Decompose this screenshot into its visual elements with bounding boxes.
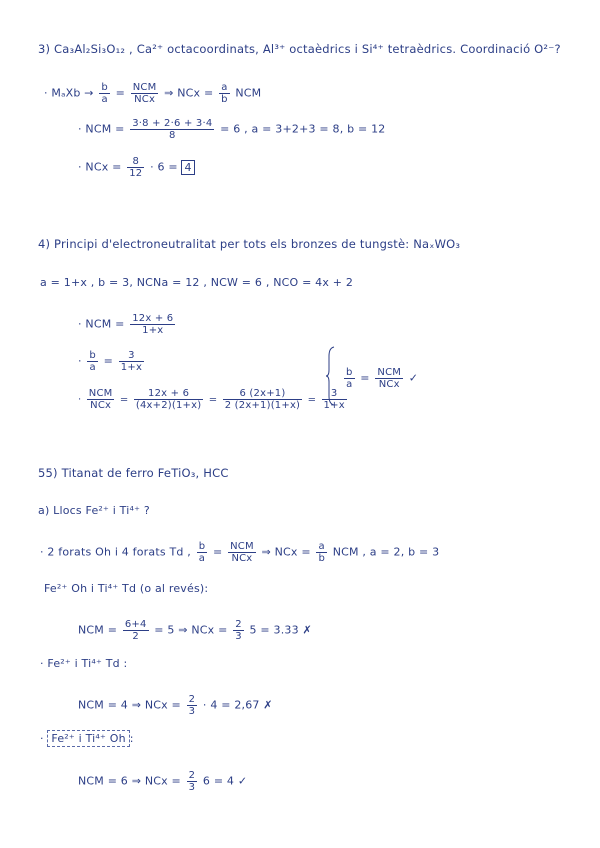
p3-l2-end: = 6 , a = 3+2+3 = 8, b = 12 xyxy=(220,122,386,136)
p4-l3-left: · xyxy=(78,354,82,368)
p55-l1-mid: ⇒ NCx = xyxy=(261,545,311,559)
equals-sign: = xyxy=(307,394,317,406)
fraction-ncm-over-ncx: $\frac{\text{NCM}}{\text{NCx}}$ xyxy=(132,82,157,105)
p3-l1-mid: ⇒ NCx = xyxy=(164,86,214,100)
p55-l1-left: · 2 forats Oh i 4 forats Td , xyxy=(40,545,191,559)
p55-case3-box: Fe²⁺ i Ti⁴⁺ Oh xyxy=(47,730,129,747)
fraction-ncm-over-ncx-side: $\frac{\text{NCM}}{\text{NCx}}$ xyxy=(377,367,402,390)
equals-sign: = xyxy=(360,371,370,385)
p4-values-line: a = 1+x , b = 3, NCNa = 12 , NCW = 6 , NCO = 4x + 2 xyxy=(40,276,354,289)
p4-ratio-line xyxy=(78,388,349,411)
curly-brace-icon xyxy=(326,346,336,406)
p3-l2-left: · NCM = xyxy=(78,122,125,136)
p55-case1-mid: = 5 ⇒ NCx = xyxy=(154,623,228,637)
fraction-2-over-3-case2: $\frac{2}{3}$ xyxy=(188,694,196,717)
p55-case3-eq xyxy=(78,770,247,793)
p55-case1-left: NCM = xyxy=(78,623,118,637)
fraction-simplified: $\frac{3}{1+x}$ xyxy=(323,388,345,411)
fraction-a-over-b: $\frac{a}{b}$ xyxy=(221,82,228,105)
fraction-b-over-a-side: $\frac{b}{a}$ xyxy=(346,367,353,390)
fraction-2-over-3: $\frac{2}{3}$ xyxy=(235,619,242,642)
p3-ncx-line xyxy=(78,156,195,179)
p55-holes-line xyxy=(40,541,439,564)
fraction-ncm-p4: $\frac{12x + 6}{1+x}$ xyxy=(132,313,174,336)
p4-ncm-line xyxy=(78,313,177,336)
p3-l3-mid: · 6 = xyxy=(150,160,178,174)
colon: : xyxy=(129,732,134,745)
equals-sign: = xyxy=(103,354,114,368)
p55-case2-left: NCM = 4 ⇒ NCx = xyxy=(78,698,181,712)
p55-case3-end: 6 = 4 ✓ xyxy=(202,774,248,788)
fraction-ncm-over-ncx-p4: $\frac{\text{NCM}}{\text{NCx}}$ xyxy=(88,388,113,411)
equals-sign: = xyxy=(115,86,126,100)
fraction-b-over-a-p4: $\frac{b}{a}$ xyxy=(89,350,96,373)
fraction-8-over-12: $\frac{8}{12}$ xyxy=(129,156,143,179)
fraction-ncm-calc: $\frac{3\cdot 8 + 2\cdot 6 + 3\cdot 4}{8}$ xyxy=(132,118,213,141)
equals-sign: = xyxy=(119,394,129,406)
fraction-2-over-3-case3: $\frac{2}{3}$ xyxy=(188,770,196,793)
fraction-b-over-a: $\frac{b}{a}$ xyxy=(101,82,108,105)
fraction-a-over-b-p55: $\frac{a}{b}$ xyxy=(318,541,325,564)
check-mark-icon: ✓ xyxy=(408,371,419,385)
p55-case1-label: Fe²⁺ Oh i Ti⁴⁺ Td (o al revés): xyxy=(44,582,209,595)
p55-case2-end: · 4 = 2,67 ✗ xyxy=(202,698,273,712)
p55-case3-left: NCM = 6 ⇒ NCx = xyxy=(78,774,181,788)
p55-case2-label: · Fe²⁺ i Ti⁴⁺ Td : xyxy=(40,657,128,670)
fraction-6plus4-over-2: $\frac{6+4}{2}$ xyxy=(124,619,147,642)
problem-4-title: 4) Principi d'electroneutralitat per tots els bronzes de tungstè: NaₓWO₃ xyxy=(38,237,461,251)
p3-l1-left: · MₐXb → xyxy=(44,86,94,100)
p55-case1-eq xyxy=(78,619,312,642)
fraction-3-over-1plusx: $\frac{3}{1+x}$ xyxy=(120,350,143,373)
problem-55-title: 55) Titanat de ferro FeTiO₃, HCC xyxy=(38,466,229,480)
p4-l2-left: · NCM = xyxy=(78,317,125,331)
p3-answer-box: 4 xyxy=(181,160,194,175)
p55-l1-end: NCM , a = 2, b = 3 xyxy=(332,545,440,559)
p3-ncm-line xyxy=(78,118,385,141)
fraction-factored: $\frac{6 (2x+1)}{2 (2x+1)(1+x)}$ xyxy=(224,388,301,411)
equals-sign: = xyxy=(212,545,223,559)
fraction-ncm-over-ncx-p55: $\frac{\text{NCM}}{\text{NCx}}$ xyxy=(230,541,254,564)
problem-3-title: 3) Ca₃Al₂Si₃O₁₂ , Ca²⁺ octacoordinats, Al³⁺ octaèdrics i Si⁴⁺ tetraèdrics. Coordinació O²⁻? xyxy=(38,42,561,56)
p55-subquestion-a: a) Llocs Fe²⁺ i Ti⁴⁺ ? xyxy=(38,504,150,517)
p3-l3-left: · NCx = xyxy=(78,160,122,174)
p3-relation-line xyxy=(44,82,261,105)
fraction-expanded: $\frac{12x + 6}{(4x+2)(1+x)}$ xyxy=(135,388,202,411)
equals-sign: = xyxy=(208,394,218,406)
p55-case2-eq xyxy=(78,694,273,717)
p3-l1-end: NCM xyxy=(235,86,262,100)
p4-ba-line xyxy=(78,350,146,373)
p55-case3-label: · Fe²⁺ i Ti⁴⁺ Oh : xyxy=(40,732,134,745)
fraction-b-over-a-p55: $\frac{b}{a}$ xyxy=(198,541,206,564)
p4-l4-left: · xyxy=(78,394,82,406)
p55-case1-end: 5 = 3.33 ✗ xyxy=(249,623,312,637)
p4-conclusion xyxy=(342,367,418,390)
